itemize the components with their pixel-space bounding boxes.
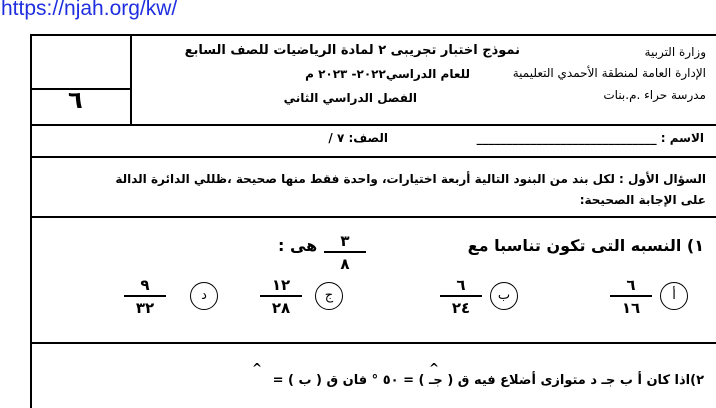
fraction-bar — [440, 295, 482, 297]
option-d-bubble[interactable]: د — [190, 282, 218, 310]
question1-prompt: ١) النسبه التى تكون تناسبا مع — [467, 236, 704, 255]
directorate-name: الإدارة العامة لمنطقة الأحمدي التعليمية — [512, 66, 706, 80]
question1-prompt-end: هى : — [278, 236, 318, 255]
option-a-numerator: ٦ — [626, 276, 636, 294]
option-a-bubble[interactable]: أ — [660, 282, 688, 310]
given-ratio-denominator: ٨ — [340, 255, 350, 273]
option-c-denominator: ٢٨ — [271, 299, 291, 317]
section-instruction: السؤال الأول : لكل بند من البنود التالية أربعة اختيارات، واحدة فقط منها صحيحة ،ظللي الدائرة الدالة — [115, 172, 706, 186]
option-a-fraction — [610, 276, 652, 317]
section-instruction-continued: على الإجابة الصحيحة: — [579, 193, 706, 207]
instruction-bottom-line — [32, 216, 716, 218]
fraction-bar — [610, 295, 652, 297]
given-ratio-numerator: ٣ — [340, 232, 350, 250]
option-c-fraction — [260, 276, 302, 317]
angle-hat-mark: ^ — [429, 361, 440, 375]
option-b-bubble[interactable]: ب — [490, 282, 518, 310]
fraction-bar — [124, 295, 166, 297]
option-d-numerator: ٩ — [140, 276, 150, 294]
source-url-link[interactable]: https://njah.org/kw/ — [1, 0, 178, 20]
student-name-label: الاسم : ______________________________ — [476, 131, 704, 145]
header-vertical-divider — [130, 36, 132, 124]
fraction-bar — [260, 295, 302, 297]
academic-year: للعام الدراسي٢٠٢٢- ٢٠٢٣ م — [305, 67, 470, 81]
fraction-bar — [324, 251, 366, 253]
option-c-bubble[interactable]: ج — [315, 282, 343, 310]
question1-bottom-line — [32, 342, 716, 344]
angle-hat-mark: ^ — [252, 361, 263, 375]
option-c-numerator: ١٢ — [271, 276, 291, 294]
term-name: الفصل الدراسي الثاني — [283, 91, 417, 105]
header-bottom-line — [32, 124, 716, 126]
exam-title: نموذج اختبار تجريبى ٢ لمادة الرياضيات للصف السابع — [184, 43, 520, 58]
given-ratio — [324, 232, 366, 273]
option-b-numerator: ٦ — [456, 276, 466, 294]
question2-text: ٢)اذا كان أ ب جـ د متوازى أضلاع فيه ق ( جـ ) = ٥٠ ° فان ق ( ب ) = — [272, 373, 704, 388]
student-row-bottom-line — [32, 156, 716, 158]
school-name: مدرسة حراء .م.بنات — [603, 88, 706, 102]
ministry-name: وزارة التربية — [644, 45, 706, 59]
option-b-denominator: ٢٤ — [451, 299, 471, 317]
option-d-denominator: ٣٢ — [135, 299, 155, 317]
exam-sheet — [30, 34, 716, 408]
option-a-denominator: ١٦ — [621, 299, 641, 317]
option-b-fraction — [440, 276, 482, 317]
option-d-fraction — [124, 276, 166, 317]
class-label: الصف: ٧ / — [328, 131, 388, 145]
page-number: ٦ — [68, 86, 83, 114]
